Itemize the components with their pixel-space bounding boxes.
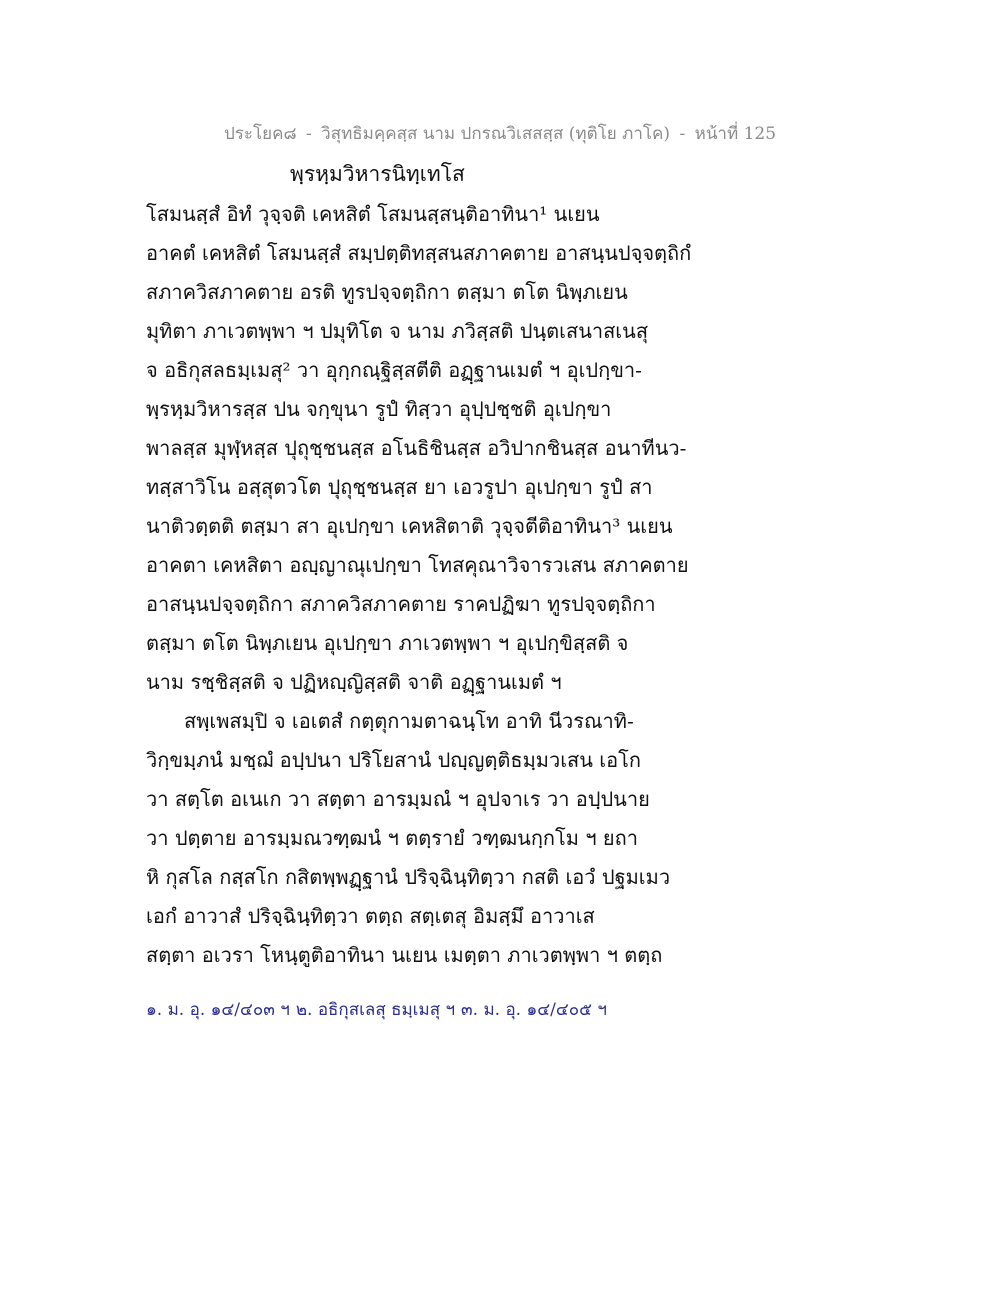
header-separator: - [679, 124, 686, 144]
header-page-number: หน้าที่ 125 [694, 124, 777, 144]
footnote: ๑. ม. อุ. ๑๔/๔๐๓ ฯ [146, 1000, 290, 1020]
text-line: นาติวตฺตติ ตสฺมา สา อุเปกฺขา เคหสิตาติ วุจฺจตีติอาทินา³ นเยน [146, 514, 673, 538]
text-line: พาลสฺส มุฬฺหสฺส ปุถุชฺชนสฺส อโนธิชินสฺส อวิปากชินสฺส อนาทีนว- [146, 436, 687, 460]
text-line: นาม รชฺชิสฺสติ จ ปฏิหญฺญิสฺสติ จาติ อฏฺฐานเมตํ ฯ [146, 670, 562, 694]
footnote: ๓. ม. อุ. ๑๔/๔๐๕ ฯ [461, 1000, 607, 1020]
text-line: สตฺตา อเวรา โหนฺตูติอาทินา นเยน เมตฺตา ภาเวตพฺพา ฯ ตตฺถ [146, 943, 663, 967]
section-title: พฺรหฺมวิหารนิทฺเทโส [290, 162, 465, 186]
text-line: โสมนสฺสํ อิทํ วุจฺจติ เคหสิตํ โสมนสฺสนฺติอาทินา¹ นเยน [146, 202, 600, 226]
footnote: ๒. อธิกุสเลสุ ธมฺเมสุ ฯ [295, 1000, 456, 1020]
text-line: อาสนฺนปจฺจตฺถิกา สภาควิสภาคตาย ราคปฏิฆา ทูรปจฺจตฺถิกา [146, 592, 656, 616]
text-line: วา สตฺโต อเนเก วา สตฺตา อารมฺมณํ ฯ อุปจาเร วา อปฺปนาย [146, 787, 650, 811]
text-line: ทสฺสาวิโน อสฺสุตวโต ปุถุชฺชนสฺส ยา เอวรูปา อุเปกฺขา รูปํ สา [146, 475, 653, 499]
text-line: หิ กุสโล กสฺสโก กสิตพฺพฏฺฐานํ ปริจฺฉินฺทิตฺวา กสติ เอวํ ปฐมเมว [146, 865, 671, 889]
text-line: ตสฺมา ตโต นิพฺภเยน อุเปกฺขา ภาเวตพฺพา ฯ อุเปกฺขิสฺสติ จ [146, 631, 629, 655]
header-separator: - [305, 124, 312, 144]
text-line: วิกฺขมฺภนํ มชฺฌํ อปฺปนา ปริโยสานํ ปญฺญตฺติธมฺมวเสน เอโก [146, 748, 641, 772]
text-line: เอกํ อาวาสํ ปริจฺฉินฺทิตฺวา ตตฺถ สตฺเตสุ อิมสฺมึ อาวาเส [146, 904, 595, 928]
text-line: อาคตํ เคหสิตํ โสมนสฺสํ สมฺปตฺติทสฺสนสภาคตาย อาสนฺนปจฺจตฺถิกํ [146, 241, 692, 265]
text-line: สพฺเพสมฺปิ จ เอเตสํ กตฺตุกามตาฉนฺโท อาทิ นีวรณาทิ- [184, 709, 634, 733]
text-line: วา ปตฺตาย อารมฺมณวฑฺฒนํ ฯ ตตฺรายํ วฑฺฒนกฺกโม ฯ ยถา [146, 826, 638, 850]
header-book: ประโยค๘ [223, 124, 297, 144]
text-line: จ อธิกุสลธมฺเมสุ² วา อุกฺกณฺฐิสฺสตีติ อฏฺฐานเมตํ ฯ อุเปกฺขา- [146, 358, 642, 382]
body-text [146, 200, 866, 980]
footnotes [146, 996, 613, 1023]
header-title: วิสุทธิมคฺคสฺส นาม ปกรณวิเสสสฺส (ทุติโย ภาโค) [321, 124, 671, 144]
page-header [0, 120, 1000, 147]
text-line: พฺรหฺมวิหารสฺส ปน จกฺขุนา รูปํ ทิสฺวา อุปฺปชฺชติ อุเปกฺขา [146, 397, 612, 421]
text-line: อาคตา เคหสิตา อญฺญาณุเปกฺขา โทสคุณาวิจารวเสน สภาคตาย [146, 553, 689, 577]
text-line: สภาควิสภาคตาย อรติ ทูรปจฺจตฺถิกา ตสฺมา ตโต นิพฺภเยน [146, 280, 628, 304]
text-line: มุทิตา ภาเวตพฺพา ฯ ปมุทิโต จ นาม ภวิสฺสติ ปนฺตเสนาสเนสุ [146, 319, 649, 343]
